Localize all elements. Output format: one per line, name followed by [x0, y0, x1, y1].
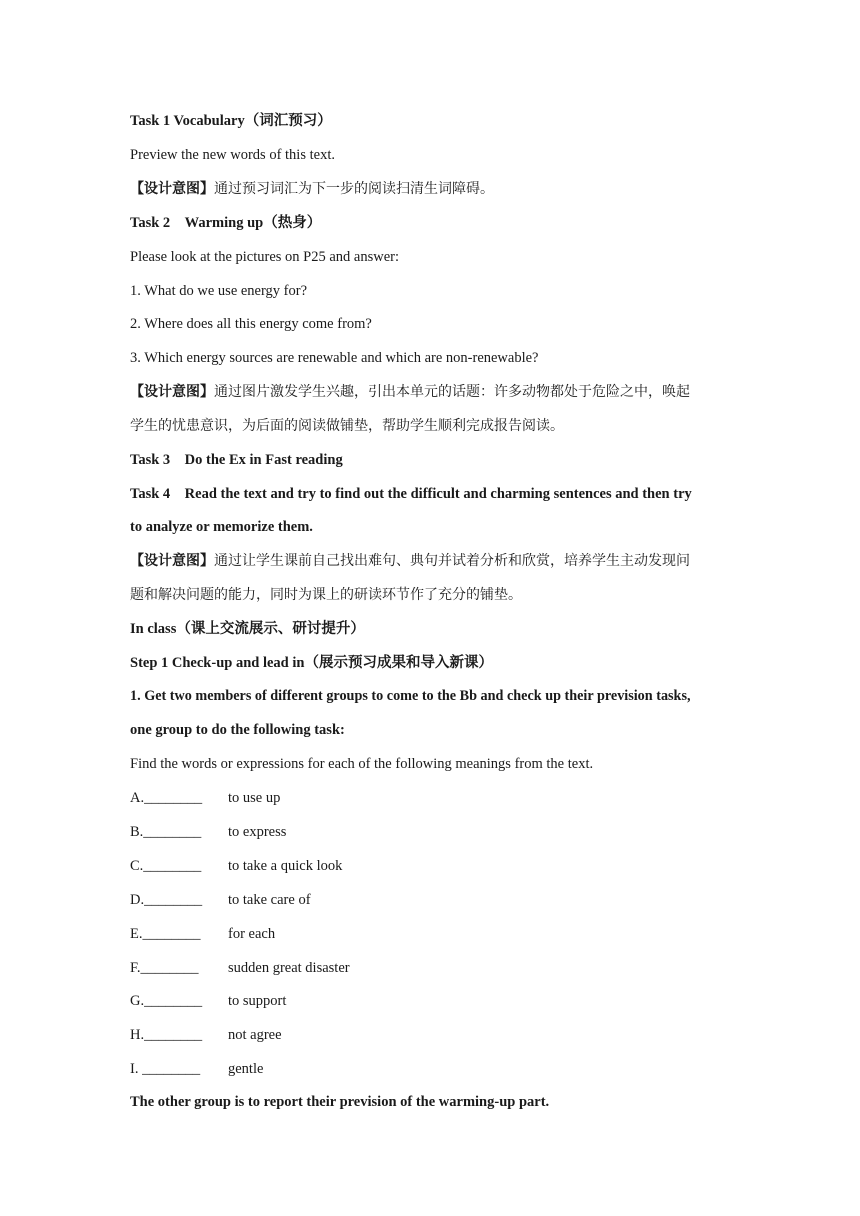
in-class-heading: In class（课上交流展示、研讨提升）: [130, 621, 365, 637]
exercise-meaning: for each: [228, 925, 276, 942]
question-2: 2. Where does all this energy come from?: [130, 316, 372, 332]
item1-line-b: one group to do the following task:: [130, 722, 345, 738]
exercise-row: [130, 856, 740, 876]
exercise-row: [130, 822, 740, 842]
task3-heading: Task 3 Do the Ex in Fast reading: [130, 452, 343, 468]
exercise-blank: D.________: [130, 891, 203, 908]
exercise-meaning: sudden great disaster: [228, 959, 350, 976]
exercise-meaning: not agree: [228, 1027, 282, 1044]
task4-heading-b: to analyze or memorize them.: [130, 519, 313, 535]
design-intent-1: [130, 179, 740, 199]
exercise-row: [130, 1059, 740, 1079]
design-intent-text: 通过预习词汇为下一步的阅读扫清生词障碍。: [214, 181, 494, 197]
exercise-meaning: to use up: [228, 790, 281, 806]
design-intent-tag: 【设计意图】: [130, 181, 214, 197]
step1-heading: Step 1 Check-up and lead in（展示预习成果和导入新课）: [130, 655, 493, 671]
look-instruction: Please look at the pictures on P25 and answer:: [130, 249, 399, 265]
exercise-row: [130, 788, 740, 808]
design-intent-text: 通过让学生课前自己找出难句、典句并试着分析和欣赏，培养学生主动发现问: [214, 553, 690, 569]
question-1: 1. What do we use energy for?: [130, 283, 308, 299]
exercise-meaning: to take a quick look: [228, 857, 343, 874]
question-3: 3. Which energy sources are renewable and which are non-renewable?: [130, 350, 539, 366]
exercise-blank: I. ________: [130, 1061, 201, 1078]
exercise-blank: G.________: [130, 993, 203, 1010]
exercise-row: [130, 924, 740, 944]
exercise-blank: C.________: [130, 857, 202, 874]
design-intent-text: 通过图片激发学生兴趣，引出本单元的话题：许多动物都处于危险之中，唤起: [214, 384, 690, 400]
exercise-row: [130, 991, 740, 1011]
exercise-meaning: gentle: [228, 1061, 264, 1078]
exercise-meaning: to take care of: [228, 891, 311, 908]
exercise-blank: A.________: [130, 790, 203, 806]
design-intent-tag: 【设计意图】: [130, 384, 214, 400]
design-intent-tag: 【设计意图】: [130, 553, 214, 569]
exercise-row: [130, 890, 740, 910]
exercise-meaning: to express: [228, 823, 287, 840]
exercise-meaning: to support: [228, 993, 287, 1010]
task4-heading-a: Task 4 Read the text and try to find out the difficult and charming sentences and then try: [130, 486, 692, 502]
exercise-row: [130, 1025, 740, 1045]
design-intent-3b: 题和解决问题的能力，同时为课上的研读环节作了充分的铺垫。: [130, 587, 522, 603]
task2-heading: Task 2 Warming up（热身）: [130, 215, 322, 231]
exercise-blank: F.________: [130, 959, 199, 976]
other-group-instruction: The other group is to report their prevision of the warming-up part.: [130, 1094, 550, 1110]
exercise-blank: H.________: [130, 1027, 203, 1044]
item1-line-a: 1. Get two members of different groups to come to the Bb and check up their prevision tasks,: [130, 688, 691, 704]
preview-instruction: Preview the new words of this text.: [130, 147, 335, 163]
find-words-instruction: Find the words or expressions for each of the following meanings from the text.: [130, 756, 594, 772]
task1-heading: Task 1 Vocabulary（词汇预习）: [130, 113, 332, 129]
exercise-blank: E.________: [130, 925, 201, 942]
exercise-blank: B.________: [130, 823, 202, 840]
design-intent-3a: [130, 551, 740, 571]
design-intent-2a: [130, 382, 740, 402]
exercise-row: [130, 958, 740, 978]
design-intent-2b: 学生的忧患意识，为后面的阅读做铺垫，帮助学生顺利完成报告阅读。: [130, 418, 564, 434]
